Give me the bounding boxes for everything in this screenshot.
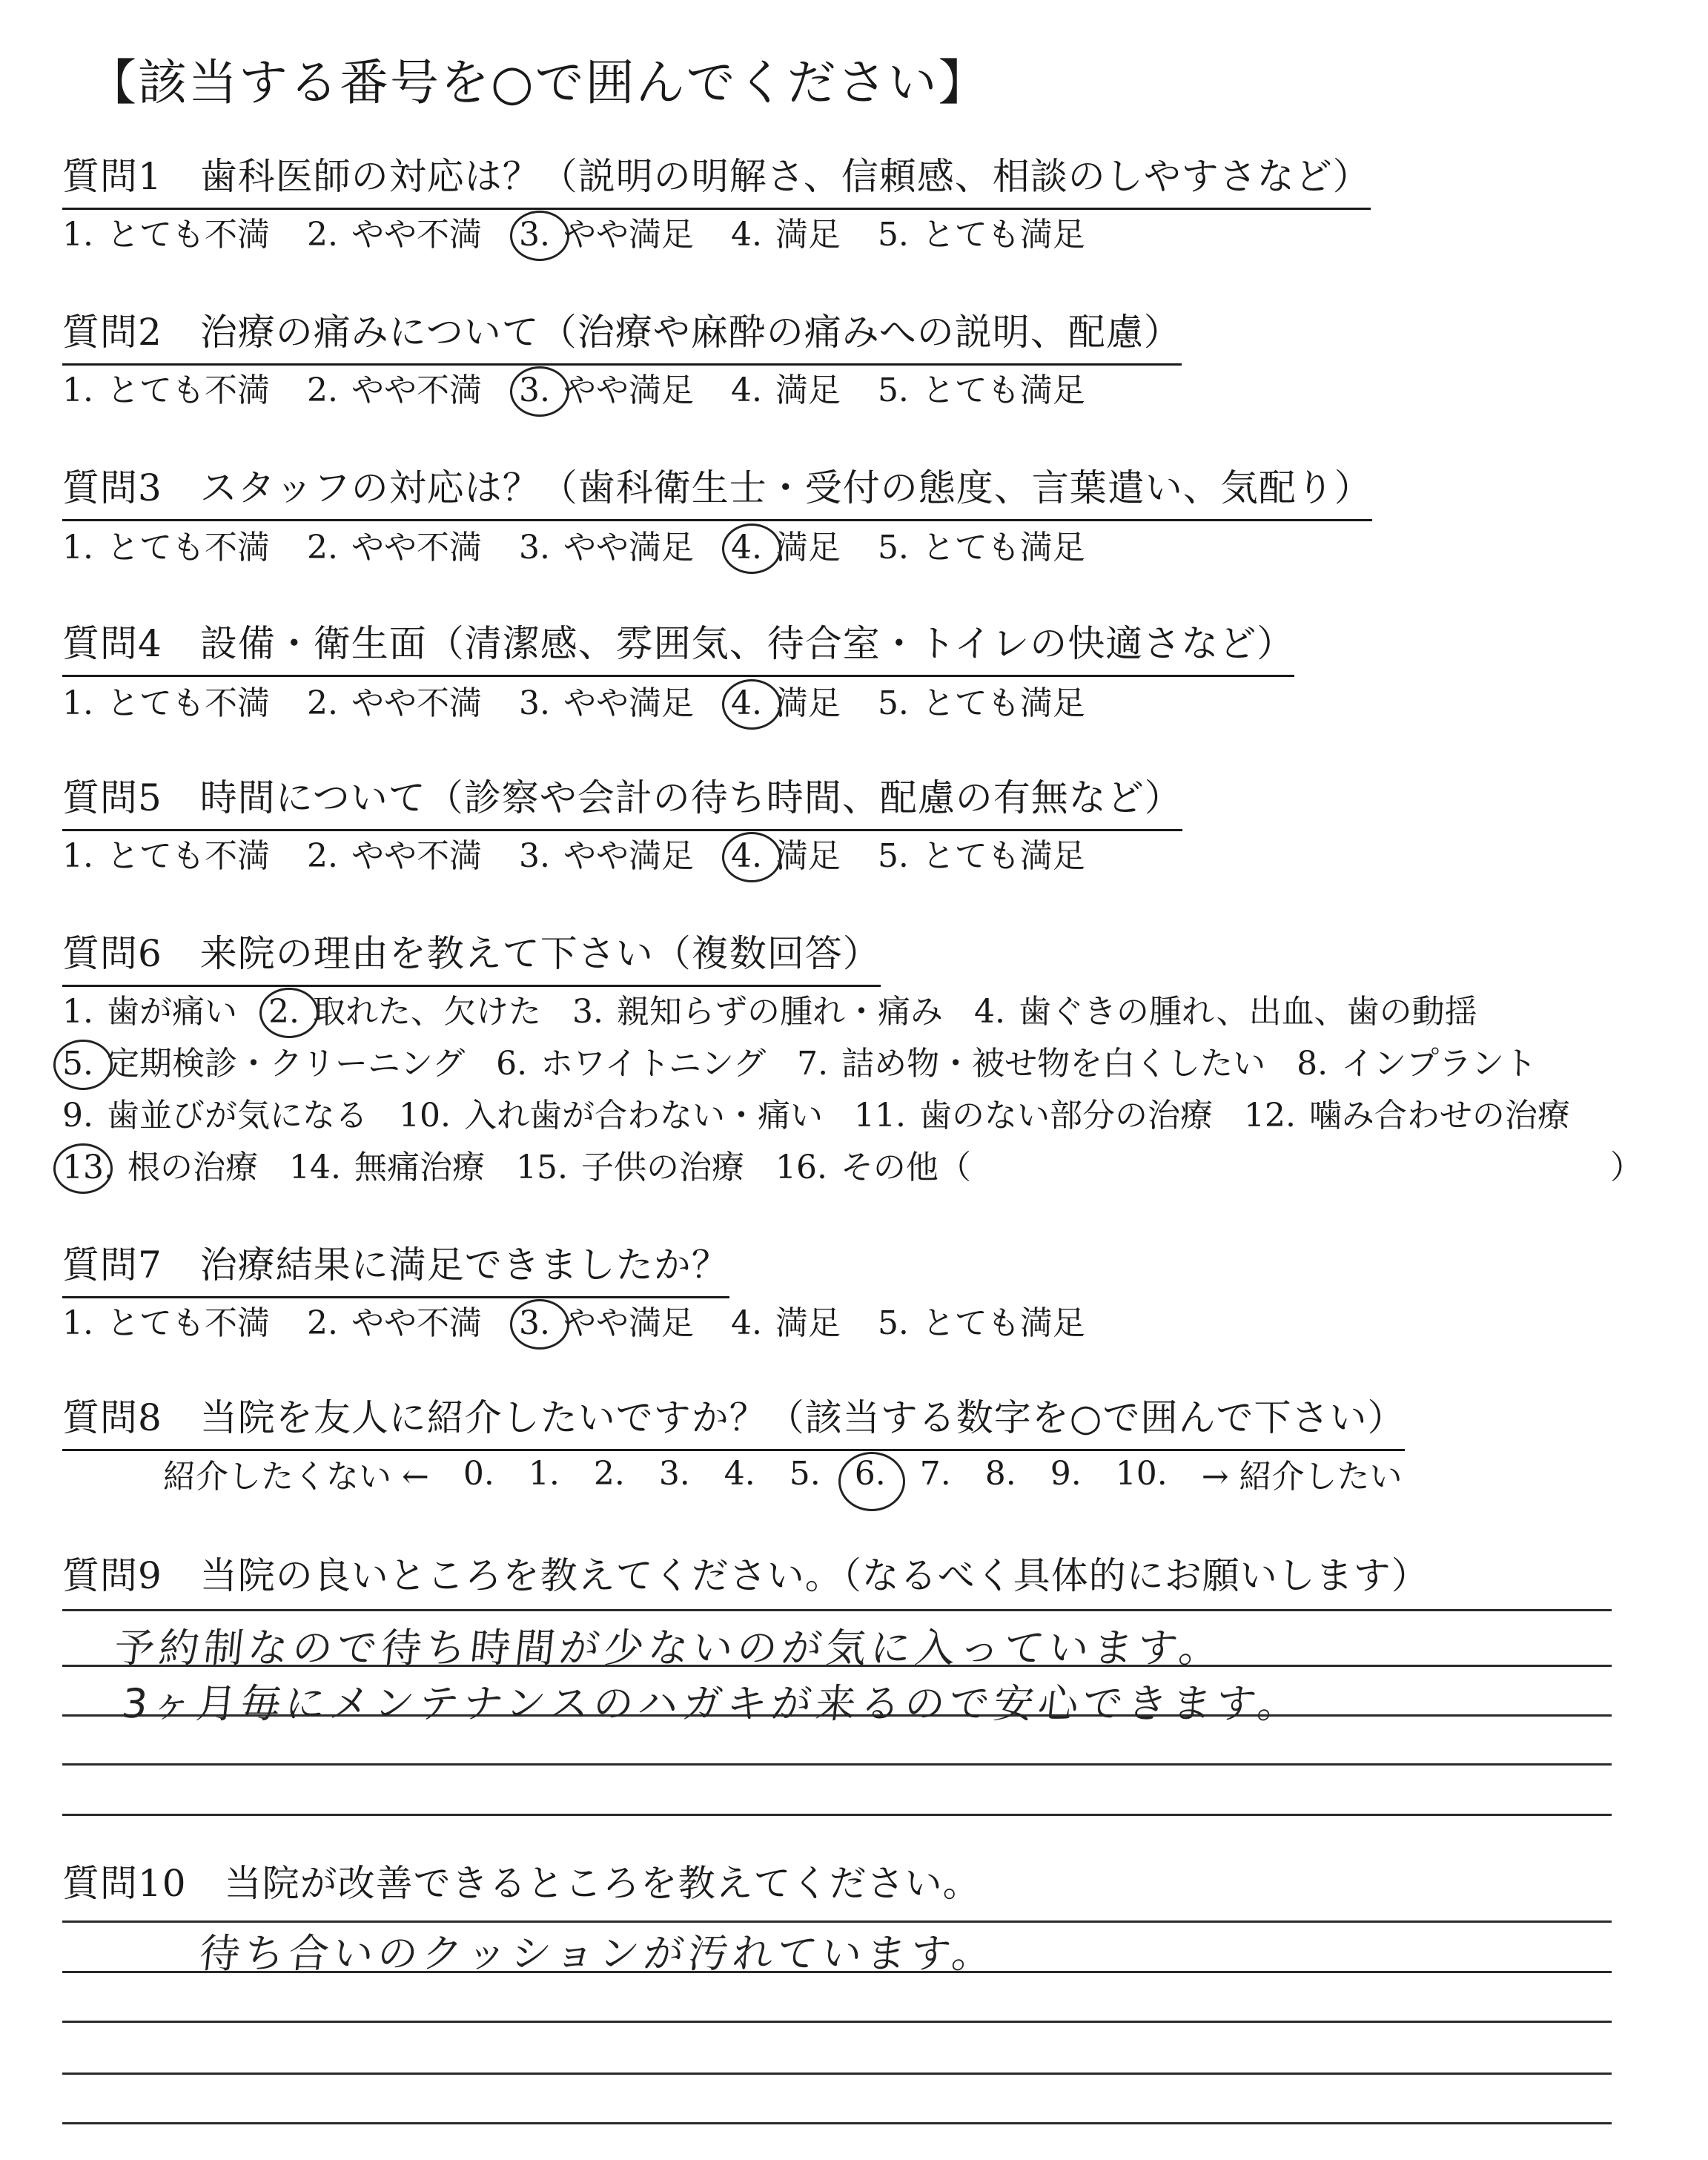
option-number: 2. <box>306 837 338 875</box>
option-number: 4. <box>973 993 1005 1031</box>
option-number: 10. <box>398 1097 451 1135</box>
option-number: 13. <box>62 1149 114 1186</box>
option-3[interactable] <box>519 363 694 411</box>
question-5-options <box>62 829 1122 876</box>
option-label: とても不満 <box>106 371 270 409</box>
question-7-heading: 質問7 治療結果に満足できましたか？ <box>62 1235 729 1298</box>
option-number: 3. <box>518 371 550 409</box>
scale-value[interactable]: 0. <box>463 1454 494 1493</box>
answer-rule <box>62 1814 1612 1816</box>
question-3-heading: 質問3 スタッフの対応は？（歯科衛生士・受付の態度、言葉遣い、気配り） <box>62 458 1372 521</box>
option-number: 5. <box>62 1045 93 1083</box>
option-label: 定期検診・クリーニング <box>106 1045 466 1083</box>
option-number: 5. <box>877 529 909 567</box>
option-number: 1. <box>62 529 93 567</box>
answer-rule <box>62 2021 1612 2023</box>
question-9-heading: 質問9 当院の良いところを教えてください。（なるべく具体的にお願いします） <box>62 1554 1429 1597</box>
scale-value[interactable]: 9. <box>1050 1454 1082 1493</box>
option-number: 1. <box>62 371 93 409</box>
option-3[interactable] <box>519 208 694 255</box>
option-2[interactable] <box>307 829 482 876</box>
question-1-heading: 質問1 歯科医師の対応は？（説明の明解さ、信頼感、相談のしやすさなど） <box>62 147 1371 210</box>
answer-rule <box>62 2073 1612 2075</box>
option-label: インプラント <box>1341 1045 1537 1083</box>
option-label: 取れた、欠けた <box>312 993 541 1031</box>
option-number: 3. <box>518 529 550 567</box>
option-2[interactable] <box>307 208 482 255</box>
option-8[interactable] <box>1297 1037 1537 1084</box>
option-number: 11. <box>853 1097 906 1135</box>
other-close-paren: ） <box>1610 1149 1643 1186</box>
option-number: 3. <box>518 684 550 722</box>
scale-left-label: 紹介したくない ← <box>163 1458 429 1496</box>
option-label: やや不満 <box>351 529 482 567</box>
option-2[interactable] <box>307 1296 482 1344</box>
option-7[interactable] <box>797 1037 1265 1084</box>
option-5[interactable] <box>878 829 1085 876</box>
option-number: 5. <box>877 216 909 254</box>
option-2[interactable] <box>307 521 482 568</box>
scale-right-label: → 紹介したい <box>1201 1458 1403 1496</box>
scale-value[interactable]: 7. <box>919 1454 951 1493</box>
option-number: 5. <box>877 837 909 875</box>
option-label: 満足 <box>775 216 841 254</box>
option-label: やや満足 <box>563 684 694 722</box>
option-label: 満足 <box>775 371 841 409</box>
option-number: 5. <box>877 371 909 409</box>
option-number: 3. <box>572 993 603 1031</box>
option-number: 1. <box>62 684 93 722</box>
option-5[interactable] <box>62 1037 465 1084</box>
option-label: やや不満 <box>351 837 482 875</box>
option-label: 満足 <box>775 1304 841 1342</box>
option-label: やや満足 <box>563 371 694 409</box>
option-1[interactable] <box>62 676 270 724</box>
option-label: とても不満 <box>106 837 270 875</box>
option-label: 親知らずの腫れ・痛み <box>616 993 943 1031</box>
option-label: とても満足 <box>921 837 1085 875</box>
option-2[interactable] <box>307 363 482 411</box>
scale-value[interactable]: 3. <box>658 1454 690 1493</box>
option-number: 7. <box>797 1045 829 1083</box>
option-number: 2. <box>306 1304 338 1342</box>
option-label: 噛み合わせの治療 <box>1308 1097 1570 1135</box>
option-4[interactable] <box>731 208 841 255</box>
option-15[interactable] <box>516 1140 744 1188</box>
question-6-options-row-4 <box>62 1140 1002 1188</box>
option-label: その他（ <box>840 1149 971 1186</box>
page-title: 【該当する番号を○で囲んでください】 <box>87 54 989 111</box>
option-4[interactable] <box>974 985 1477 1032</box>
option-label: 根の治療 <box>127 1149 258 1186</box>
option-16[interactable] <box>775 1140 971 1188</box>
option-number: 5. <box>877 1304 909 1342</box>
option-3[interactable] <box>519 1296 694 1344</box>
option-5[interactable] <box>878 363 1085 411</box>
option-4[interactable] <box>731 521 841 568</box>
option-label: とても不満 <box>106 529 270 567</box>
option-label: やや満足 <box>563 837 694 875</box>
option-number: 4. <box>730 837 762 875</box>
option-2[interactable] <box>268 985 541 1032</box>
option-number: 3. <box>518 216 550 254</box>
scale-value[interactable]: 8. <box>984 1454 1016 1493</box>
option-3[interactable] <box>519 829 694 876</box>
option-3[interactable] <box>572 985 943 1032</box>
option-label: とても満足 <box>921 1304 1085 1342</box>
option-label: 入れ歯が合わない・痛い <box>463 1097 823 1135</box>
option-number: 14. <box>288 1149 341 1186</box>
answer-rule <box>62 1609 1612 1611</box>
option-number: 6. <box>496 1045 528 1083</box>
answer-rule <box>62 1763 1612 1766</box>
option-number: 1. <box>62 1304 93 1342</box>
option-label: 歯が痛い <box>106 993 237 1031</box>
option-13[interactable] <box>62 1140 258 1188</box>
option-label: 子供の治療 <box>580 1149 744 1186</box>
option-4[interactable] <box>731 1296 841 1344</box>
scale-value[interactable]: 10. <box>1115 1454 1168 1493</box>
option-number: 2. <box>306 529 338 567</box>
question-2-options <box>62 363 1122 411</box>
question-5-heading: 質問5 時間について（診察や会計の待ち時間、配慮の有無など） <box>62 768 1182 831</box>
option-5[interactable] <box>878 208 1085 255</box>
option-number: 4. <box>730 216 762 254</box>
option-5[interactable] <box>878 676 1085 724</box>
option-label: とても満足 <box>921 529 1085 567</box>
option-number: 4. <box>730 684 762 722</box>
option-3[interactable] <box>519 676 694 724</box>
question-3-options <box>62 521 1122 568</box>
option-number: 15. <box>515 1149 568 1186</box>
option-label: やや不満 <box>351 684 482 722</box>
answer-rule <box>62 2122 1612 2124</box>
option-label: 無痛治療 <box>354 1149 485 1186</box>
option-5[interactable] <box>878 521 1085 568</box>
option-number: 2. <box>306 371 338 409</box>
option-6[interactable] <box>496 1037 766 1084</box>
option-label: 詰め物・被せ物を白くしたい <box>841 1045 1266 1083</box>
option-1[interactable] <box>62 208 270 255</box>
question-6-options-row-2 <box>62 1037 1568 1084</box>
option-label: 満足 <box>775 837 841 875</box>
option-number: 4. <box>730 529 762 567</box>
option-label: とても不満 <box>106 1304 270 1342</box>
option-label: 歯のない部分の治療 <box>918 1097 1213 1135</box>
option-number: 4. <box>730 371 762 409</box>
option-1[interactable] <box>62 985 237 1032</box>
option-number: 2. <box>306 684 338 722</box>
option-number: 8. <box>1297 1045 1328 1083</box>
option-10[interactable] <box>399 1089 823 1136</box>
question-9-answer-line-2: 3ヶ月毎にメンテナンスのハガキが来るので安心できます。 <box>119 1680 1305 1727</box>
question-9-answer-line-1: 予約制なので待ち時間が少ないのが気に入っています。 <box>112 1625 1226 1671</box>
question-1-options <box>62 208 1122 255</box>
scale-value[interactable]: 2. <box>593 1454 625 1493</box>
question-6-heading: 質問6 来院の理由を教えて下さい（複数回答） <box>62 924 881 987</box>
option-label: とても満足 <box>921 216 1085 254</box>
option-number: 1. <box>62 993 93 1031</box>
option-1[interactable] <box>62 1296 270 1344</box>
option-label: 満足 <box>775 529 841 567</box>
option-9[interactable] <box>62 1089 368 1136</box>
option-label: ホワイトニング <box>540 1045 767 1083</box>
option-number: 2. <box>306 216 338 254</box>
scale-value[interactable]: 4. <box>724 1454 755 1493</box>
option-11[interactable] <box>854 1089 1213 1136</box>
option-number: 12. <box>1243 1097 1296 1135</box>
option-1[interactable] <box>62 363 270 411</box>
option-3[interactable] <box>519 521 694 568</box>
option-number: 2. <box>268 993 299 1031</box>
question-6-options-row-3 <box>62 1089 1601 1136</box>
question-8-heading: 質問8 当院を友人に紹介したいですか？（該当する数字を○で囲んで下さい） <box>62 1388 1405 1451</box>
option-label: とても満足 <box>921 684 1085 722</box>
question-6-options-row-1 <box>62 985 1509 1032</box>
option-2[interactable] <box>307 676 482 724</box>
option-number: 1. <box>62 837 93 875</box>
question-4-options <box>62 676 1122 724</box>
question-10-heading: 質問10 当院が改善できるところを教えてください。 <box>62 1862 981 1905</box>
question-10-answer-line-1: 待ち合いのクッションが汚れています。 <box>197 1930 999 1977</box>
scale-value[interactable]: 1. <box>528 1454 560 1493</box>
option-number: 5. <box>877 684 909 722</box>
option-label: とても不満 <box>106 216 270 254</box>
option-label: やや不満 <box>351 371 482 409</box>
option-label: やや満足 <box>563 216 694 254</box>
option-label: とても満足 <box>921 371 1085 409</box>
question-4-heading: 質問4 設備・衛生面（清潔感、雰囲気、待合室・トイレの快適さなど） <box>62 614 1294 677</box>
option-4[interactable] <box>731 676 841 724</box>
question-2-heading: 質問2 治療の痛みについて（治療や麻酔の痛みへの説明、配慮） <box>62 303 1182 366</box>
question-7-options <box>62 1296 1122 1344</box>
option-1[interactable] <box>62 829 270 876</box>
option-label: とても不満 <box>106 684 270 722</box>
option-number: 3. <box>518 837 550 875</box>
option-label: やや満足 <box>563 529 694 567</box>
option-12[interactable] <box>1244 1089 1570 1136</box>
option-number: 9. <box>62 1097 93 1135</box>
scale-value[interactable]: 6. <box>854 1454 886 1493</box>
option-number: 16. <box>775 1149 827 1186</box>
option-4[interactable] <box>731 829 841 876</box>
question-8-scale <box>163 1450 1437 1497</box>
option-label: 歯並びが気になる <box>106 1097 368 1135</box>
option-number: 3. <box>518 1304 550 1342</box>
option-label: 歯ぐきの腫れ、出血、歯の動揺 <box>1018 993 1477 1031</box>
option-1[interactable] <box>62 521 270 568</box>
option-14[interactable] <box>289 1140 485 1188</box>
option-label: やや満足 <box>563 1304 694 1342</box>
scale-value[interactable]: 5. <box>789 1454 821 1493</box>
option-4[interactable] <box>731 363 841 411</box>
option-number: 1. <box>62 216 93 254</box>
option-label: 満足 <box>775 684 841 722</box>
option-5[interactable] <box>878 1296 1085 1344</box>
option-label: やや不満 <box>351 1304 482 1342</box>
option-number: 4. <box>730 1304 762 1342</box>
option-label: やや不満 <box>351 216 482 254</box>
